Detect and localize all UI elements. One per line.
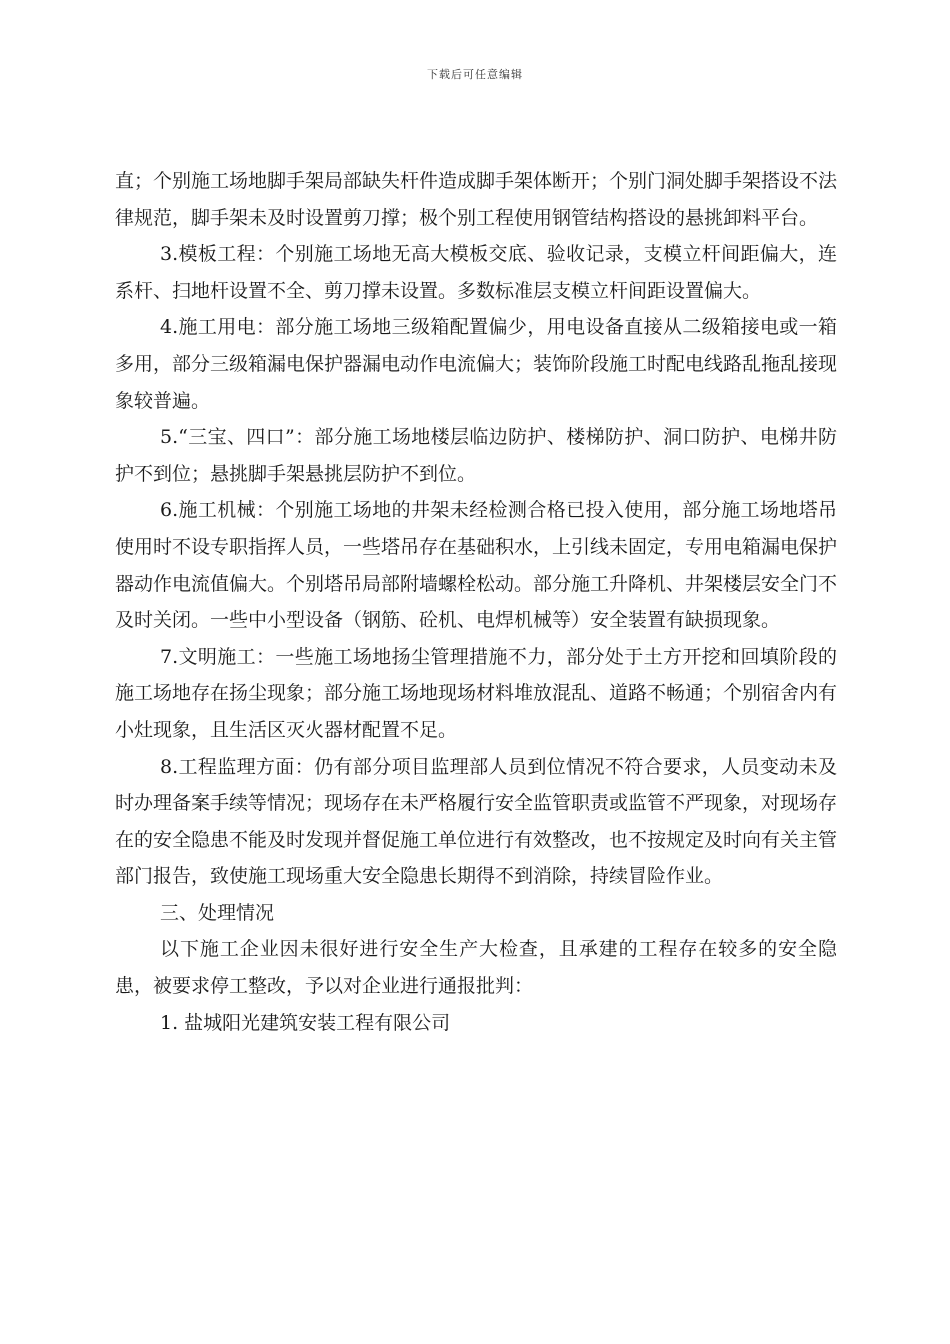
paragraph-supervision: 8.工程监理方面：仍有部分项目监理部人员到位情况不符合要求，人员变动未及时办理备案手续等情况；现场存在未严格履行安全监管职责或监管不严现象，对现场存在的安全隐患不能及时发现并督促施工单位进行有效整改，也不按规定及时向有关主管部门报告，致使施工现场重大安全隐患长期得不到消除，持续冒险作业。: [115, 755, 838, 888]
document-body: [115, 163, 837, 1041]
paragraph-scaffold-continuation: 直；个别施工场地脚手架局部缺失杆件造成脚手架体断开；个别门洞处脚手架搭设不法律规范，脚手架未及时设置剪刀撑；极个别工程使用钢管结构搭设的悬挑卸料平台。: [115, 170, 838, 229]
section-heading-handling: 三、处理情况: [160, 901, 275, 924]
paragraph-handling-intro: 以下施工企业因未很好进行安全生产大检查，且承建的工程存在较多的安全隐患，被要求停工整改，予以对企业进行通报批判：: [115, 938, 837, 998]
paragraph-electricity: 4.施工用电：部分施工场地三级箱配置偏少，用电设备直接从二级箱接电或一箱多用，部分三级箱漏电保护器漏电动作电流偏大；装饰阶段施工时配电线路乱拖乱接现象较普遍。: [115, 316, 838, 412]
paragraph-three-treasures: 5.“三宝、四口”：部分施工场地楼层临边防护、楼梯防护、洞口防护、电梯井防护不到位；悬挑脚手架悬挑层防护不到位。: [115, 426, 837, 485]
paragraph-machinery: 6.施工机械：个别施工场地的井架未经检测合格已投入使用，部分施工场地塔吊使用时不设专职指挥人员，一些塔吊存在基础积水，上引线未固定，专用电箱漏电保护器动作电流值偏大。个别塔吊局部附墙螺栓松动。部分施工升降机、井架楼层安全门不及时关闭。一些中小型设备（钢筋、砼机、电焊机械等）安全装置有缺损现象。: [115, 499, 838, 632]
page-header: 下载后可任意编辑: [427, 68, 523, 81]
paragraph-formwork: 3.模板工程：个别施工场地无高大模板交底、验收记录，支模立杆间距偏大，连系杆、扫地杆设置不全、剪刀撑未设置。多数标准层支模立杆间距设置偏大。: [115, 243, 837, 302]
paragraph-civilized-construction: 7.文明施工：一些施工场地扬尘管理措施不力，部分处于土方开挖和回填阶段的施工场地存在扬尘现象；部分施工场地现场材料堆放混乱、道路不畅通；个别宿舍内有小灶现象，且生活区灭火器材配置不足。: [115, 645, 838, 741]
list-item-company: 1. 盐城阳光建筑安装工程有限公司: [160, 1011, 451, 1034]
